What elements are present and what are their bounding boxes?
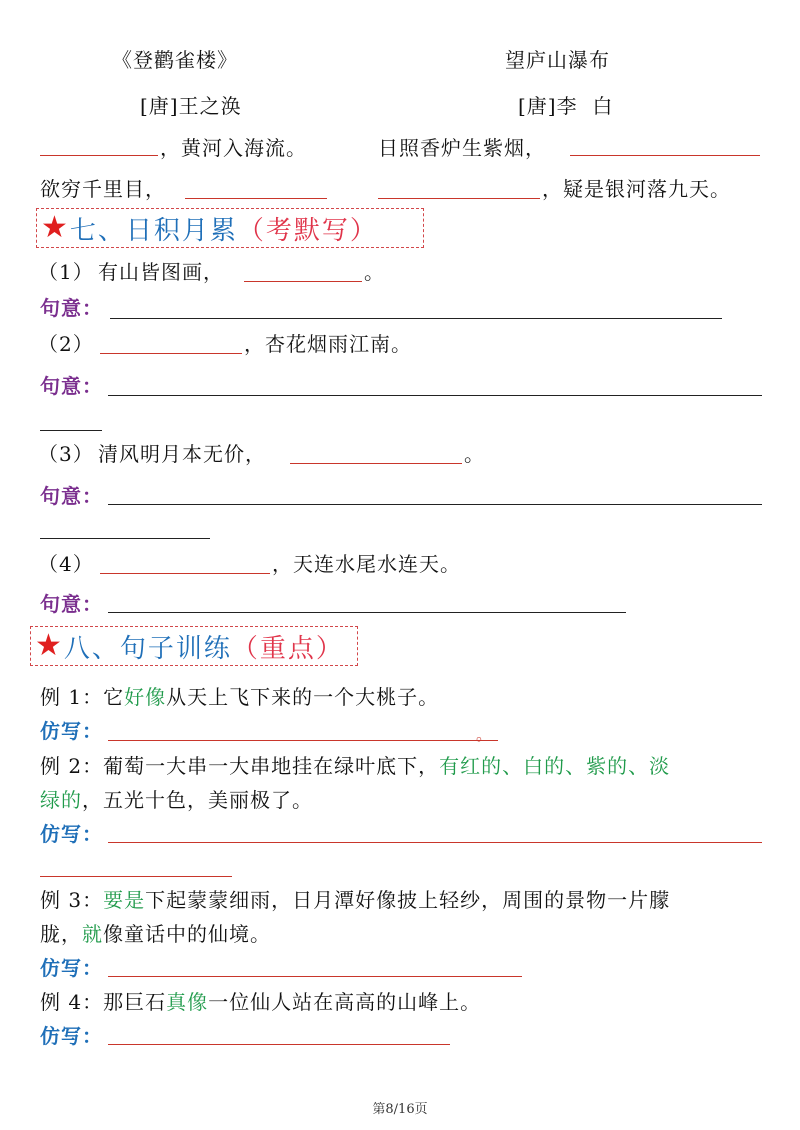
example-3-line-2: 胧，就像童话中的仙境。 xyxy=(40,922,271,946)
item-number: （1） xyxy=(38,260,94,284)
page-number: 第8/16页 xyxy=(372,1102,428,1117)
blank-line[interactable] xyxy=(185,198,327,199)
item-text: 。 xyxy=(364,260,385,284)
keyword-highlight: 真像 xyxy=(166,990,209,1014)
blank-line[interactable] xyxy=(290,463,462,464)
blank-line[interactable] xyxy=(108,842,762,843)
blank-line[interactable] xyxy=(108,976,522,977)
poem-author-right: [唐]李 白 xyxy=(518,94,614,118)
section-header-8 xyxy=(30,626,358,666)
section-title: 八、句子训练 xyxy=(63,633,232,664)
meaning-label: 句意： xyxy=(40,296,103,320)
blank-line[interactable] xyxy=(100,353,242,354)
imitate-label: 仿写： xyxy=(40,822,103,846)
item-text: ，天连水尾水连天。 xyxy=(272,552,461,576)
meaning-label: 句意： xyxy=(40,592,103,616)
imitate-label: 仿写： xyxy=(40,956,103,980)
keyword-highlight: 绿的 xyxy=(40,788,82,812)
meaning-label: 句意： xyxy=(40,484,103,508)
poem-line-text: 欲穷千里目， xyxy=(40,177,166,201)
blank-line[interactable] xyxy=(244,281,362,282)
star-icon: ★ xyxy=(41,210,68,245)
poem-line-text: ，疑是银河落九天。 xyxy=(542,177,731,201)
blank-line[interactable] xyxy=(108,1044,450,1045)
example-3-line-1: 例 3：要是下起蒙蒙细雨，日月潭好像披上轻纱，周围的景物一片朦 xyxy=(40,888,671,912)
answer-line[interactable] xyxy=(40,430,102,431)
item-text: ，杏花烟雨江南。 xyxy=(244,332,412,356)
answer-line[interactable] xyxy=(40,538,210,539)
section-subtitle: （考默写） xyxy=(237,215,378,246)
example-2-line-1: 例 2：葡萄一大串一大串地挂在绿叶底下，有红的、白的、紫的、淡 xyxy=(40,754,671,778)
example-4: 例 4：那巨石真像一位仙人站在高高的山峰上。 xyxy=(40,990,482,1014)
poem-line-text: 日照香炉生紫烟， xyxy=(378,136,546,160)
meaning-label: 句意： xyxy=(40,374,103,398)
item-number: （2） xyxy=(38,332,94,356)
item-text: 。 xyxy=(464,442,485,466)
answer-line[interactable] xyxy=(108,612,626,613)
answer-line[interactable] xyxy=(108,504,762,505)
keyword-highlight: 要是 xyxy=(103,888,146,912)
poem-author-left: [唐]王之涣 xyxy=(140,94,242,118)
example-2-line-2: 绿的，五光十色，美丽极了。 xyxy=(40,788,313,812)
item-text: 有山皆图画， xyxy=(98,260,224,284)
period-mark: 。 xyxy=(476,725,493,744)
poem-title-right: 望庐山瀑布 xyxy=(505,48,610,72)
blank-line[interactable] xyxy=(100,573,270,574)
keyword-highlight: 好像 xyxy=(124,685,167,709)
item-text: 清风明月本无价， xyxy=(98,442,266,466)
blank-line[interactable] xyxy=(40,155,158,156)
blank-line[interactable] xyxy=(40,876,232,877)
answer-line[interactable] xyxy=(110,318,722,319)
item-number: （4） xyxy=(38,552,94,576)
section-subtitle: （重点） xyxy=(231,633,344,664)
section-title: 七、日积月累 xyxy=(69,215,238,246)
blank-line[interactable] xyxy=(108,740,498,741)
keyword-highlight: 就 xyxy=(82,922,103,946)
example-1: 例 1：它好像从天上飞下来的一个大桃子。 xyxy=(40,685,440,709)
poem-line-text: ，黄河入海流。 xyxy=(160,136,307,160)
blank-line[interactable] xyxy=(378,198,540,199)
blank-line[interactable] xyxy=(570,155,760,156)
keyword-highlight: 有红的、白的、紫的、淡 xyxy=(439,754,671,778)
item-number: （3） xyxy=(38,442,94,466)
imitate-label: 仿写： xyxy=(40,719,103,743)
section-header-7 xyxy=(36,208,424,248)
star-icon: ★ xyxy=(35,628,62,663)
answer-line[interactable] xyxy=(108,395,762,396)
imitate-label: 仿写： xyxy=(40,1024,103,1048)
poem-title-left: 《登鹳雀楼》 xyxy=(112,48,238,72)
